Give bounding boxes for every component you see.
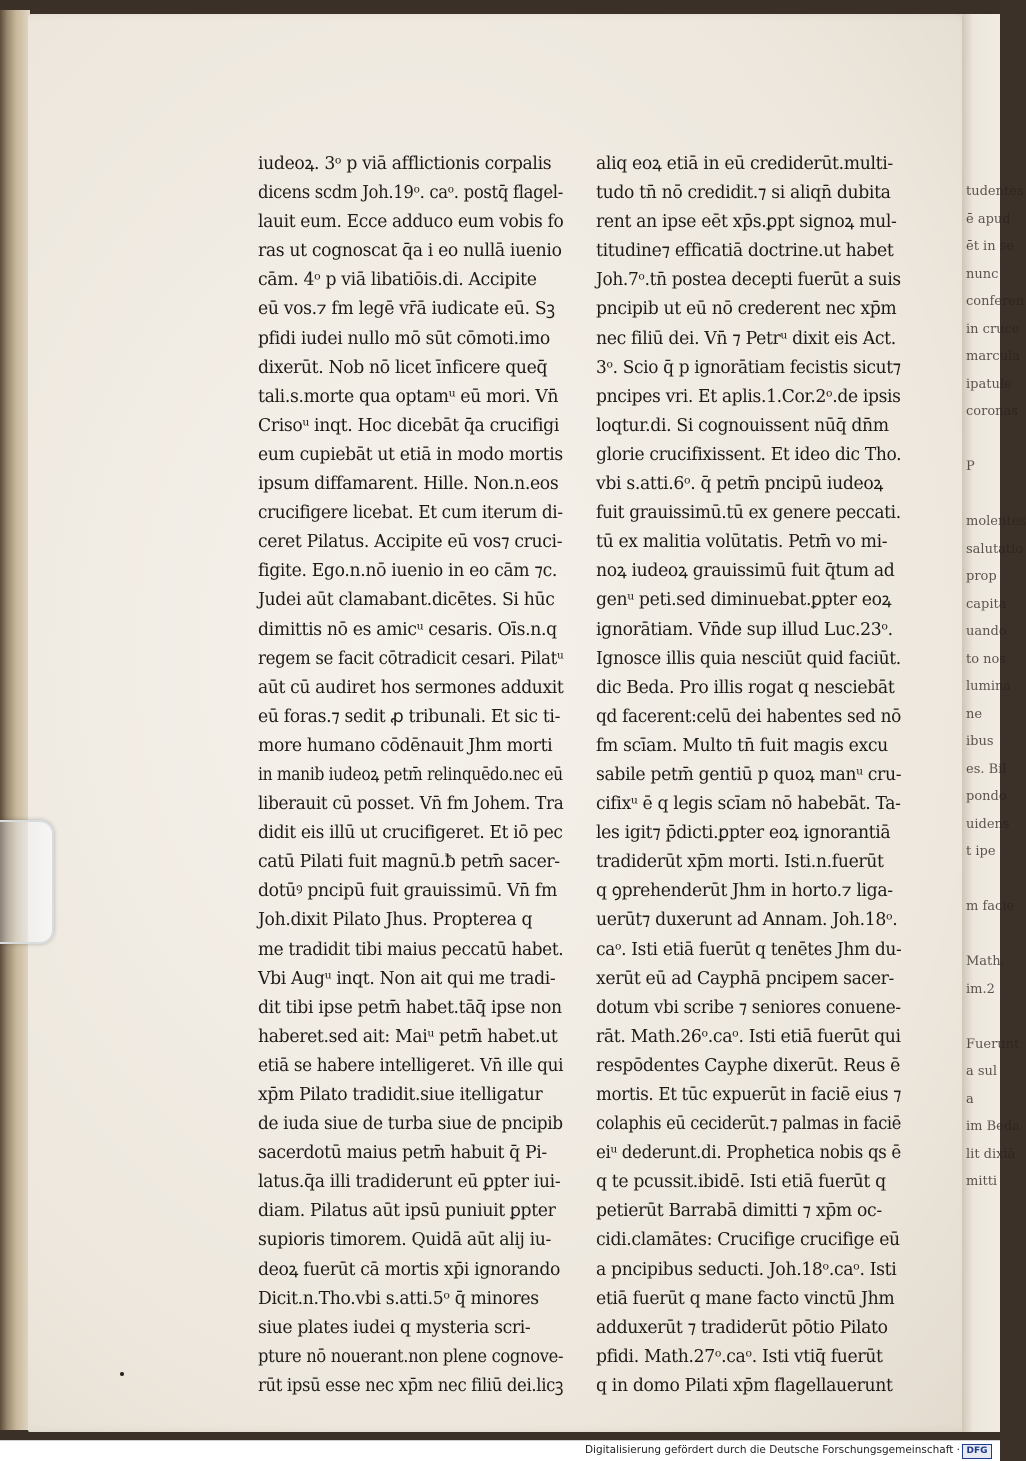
text-line: tradiderūt xp̄m morti. Isti.n.fuerūt: [596, 852, 884, 873]
text-line: mortis. Et tūc expuerūt in faciē eius ⁊: [596, 1085, 902, 1105]
next-page-fragment: es. Bil: [966, 761, 1007, 777]
text-line: dic Beda. Pro illis rogat q nesciebāt: [596, 677, 895, 698]
text-line: dotūꝰ pncipū fuit grauissimū. Vn̄ fm: [258, 881, 557, 902]
next-page-fragment: ibus: [966, 734, 994, 749]
text-line: xp̄m Pilato tradidit.siue itelligatur: [258, 1085, 543, 1105]
text-line: dicens scdm Joh.19ᵒ. caᵒ. postq̄ flagel-: [258, 183, 563, 204]
text-line: fm scīam. Multo tn̄ fuit magis excu: [596, 735, 888, 756]
text-line: Dicit.n.Tho.vbi s.atti.5ᵒ q̄ minores: [258, 1288, 539, 1309]
text-line: dimittis nō es amicᵘ cesaris. Oīs.n.q: [258, 619, 557, 640]
text-line: supioris timorem. Quidā aūt alij iu-: [258, 1230, 552, 1251]
text-line: crucifigere licebat. Et cum iterum di-: [258, 503, 563, 524]
next-page-fragment: molentes: [966, 514, 1026, 529]
text-line: cām. 4ᵒ p viā libatiōis.di. Accipite: [258, 270, 537, 291]
text-line: dit tibi ipse petm̄ habet.tāq̄ ipse non: [258, 997, 562, 1018]
next-page-fragment: prop: [966, 569, 997, 584]
text-line: pture nō nouerant.non plene cognove-: [258, 1346, 564, 1367]
text-line: dotum vbi scribe ⁊ seniores conuene-: [596, 997, 901, 1018]
text-line: eū foras.⁊ sedit ꝓ tribunali. Et sic ti-: [258, 706, 561, 727]
text-line: deoꝝ fuerūt cā mortis xp̄i ignorando: [258, 1259, 561, 1280]
text-line: petierūt Barrabā dimitti ⁊ xp̄m oc-: [596, 1201, 882, 1222]
next-page-fragment: salutatio: [966, 541, 1024, 557]
text-line: latus.q̄a illi tradiderunt eū ꝑpter iui-: [258, 1172, 561, 1193]
next-page-fragment: uidens: [966, 816, 1010, 832]
text-line: uerūt⁊ duxerunt ad Annam. Joh.18ᵒ.: [596, 910, 898, 931]
next-page-fragment: conferen: [966, 294, 1025, 309]
next-page-fragment: ē apud: [966, 211, 1011, 227]
text-line: Judei aūt clamabant.dicētes. Si hūc: [258, 590, 555, 611]
text-line: noꝝ iudeoꝝ grauissimū fuit q̄tum ad: [596, 561, 895, 582]
text-line: qd facerent:celū dei habentes sed nō: [596, 706, 902, 727]
text-line: q in domo Pilati xp̄m flagellauerunt: [596, 1375, 893, 1396]
text-line: ignorātiam. Vn̄de sup illud Luc.23ᵒ.: [596, 619, 893, 640]
text-line: aliq eoꝝ etiā in eū crediderūt.multi-: [596, 154, 893, 174]
next-page-fragment: im Beda: [966, 1119, 1020, 1134]
footer-bar: [0, 1440, 1000, 1461]
text-line: titudine⁊ efficatiā doctrine.ut habet: [596, 241, 894, 262]
next-page-fragment: tudentes: [966, 184, 1024, 199]
text-line: adduxerūt ⁊ tradiderūt pōtio Pilato: [596, 1317, 888, 1338]
next-page-fragment: im.2: [966, 981, 995, 997]
text-line: figite. Ego.n.nō iuenio in eo cām ⁊c.: [258, 561, 558, 582]
next-page-fragment: lumina: [966, 679, 1012, 694]
text-line: pncipes vri. Et aplis.1.Cor.2ᵒ.de ipsis: [596, 386, 901, 407]
text-line: eū vos.⁊ fm legē vr̄ā iudicate eū. Sꝫ: [258, 299, 555, 320]
next-page-fragment: lit dixiā: [966, 1146, 1016, 1162]
text-line: in manib iudeoꝝ petm̄ relinquēdo.nec eū: [258, 764, 563, 785]
text-line: ipsum diffamarent. Hille. Non.n.eos: [258, 474, 559, 495]
text-line: genᵘ peti.sed diminuebat.ꝑpter eoꝝ: [596, 590, 892, 611]
next-page-fragment: nunc: [966, 266, 999, 282]
text-line: les igit⁊ p̄dicti.ꝑpter eoꝝ ignorantiā: [596, 823, 891, 844]
next-page-fragment: P: [966, 459, 975, 474]
text-line: aūt cū audiret hos sermones adduxit: [258, 677, 564, 698]
text-line: Joh.dixit Pilato Jhus. Propterea q: [258, 910, 533, 931]
next-page-fragment: coronas: [966, 404, 1018, 419]
text-line: pfidi. Math.27ᵒ.caᵒ. Isti vtiq̄ fuerūt: [596, 1346, 883, 1367]
text-line: more humano cōdēnauit Jhm morti: [258, 735, 553, 756]
text-line: eum cupiebāt ut etiā in modo mortis: [258, 444, 563, 465]
next-page-fragment: in cruce: [966, 321, 1020, 337]
text-column-left: [258, 150, 568, 1401]
text-line: Joh.7ᵒ.tn̄ postea decepti fuerūt a suis: [596, 270, 901, 291]
text-line: sabile petm̄ gentiū p quoꝝ manᵘ cru-: [596, 764, 902, 785]
next-page-fragment: marcula: [966, 349, 1020, 364]
text-line: lauit eum. Ecce adduco eum vobis fo: [258, 212, 564, 233]
text-line: vbi s.atti.6ᵒ. q̄ petm̄ pncipū iudeoꝝ: [596, 474, 883, 495]
adjacent-page-edge: [962, 14, 1026, 1432]
text-line: rūt ipsū esse nec xp̄m nec filiū dei.licꝫ: [258, 1375, 564, 1396]
text-line: ceret Pilatus. Accipite eū vos⁊ cruci-: [258, 532, 563, 553]
text-line: tū ex malitia volūtatis. Petm̄ vo mi-: [596, 532, 888, 553]
text-line: glorie crucifixissent. Et ideo dic Tho.: [596, 444, 902, 465]
text-line: q te pcussit.ibidē. Isti etiā fuerūt q: [596, 1172, 886, 1193]
next-page-fragment: Math.: [966, 954, 1005, 969]
next-page-fragment: ne: [966, 706, 983, 722]
next-page-fragment: capita: [966, 596, 1007, 612]
funding-credit: Digitalisierung gefördert durch die Deutsche Forschungsgemeinschaft ·: [584, 1444, 960, 1456]
text-line: cidi.clamātes: Crucifige crucifige eū: [596, 1230, 900, 1251]
text-line: didit eis illū ut crucifigeret. Et iō pec: [258, 823, 563, 844]
text-line: colaphis eū ceciderūt.⁊ palmas in faciē: [596, 1114, 902, 1135]
next-page-fragment: uando: [966, 624, 1007, 639]
text-line: siue plates iudei q mysteria scri-: [258, 1317, 531, 1338]
text-line: 3ᵒ. Scio q̄ p ignorātiam fecistis sicut⁊: [596, 357, 901, 378]
page-clip: [0, 820, 54, 944]
dfg-logo: DFG: [962, 1444, 992, 1459]
text-line: nec filiū dei. Vn̄ ⁊ Petrᵘ dixit eis Act.: [596, 328, 896, 349]
text-line: sacerdotū maius petm̄ habuit q̄ Pi-: [258, 1143, 547, 1164]
text-line: ras ut cognoscat q̄a i eo nullā iuenio: [258, 241, 562, 262]
text-line: catū Pilati fuit magnū.ƀ petm̄ sacer-: [258, 852, 560, 873]
text-line: caᵒ. Isti etiā fuerūt q tenētes Jhm du-: [596, 939, 902, 960]
text-line: loqtur.di. Si cognouissent nūq̄ dn̄m: [596, 415, 889, 436]
next-page-fragment: a: [966, 1091, 974, 1107]
next-page-fragment: a sul: [966, 1064, 998, 1079]
text-line: me tradidit tibi maius peccatū habet.: [258, 939, 564, 960]
text-line: haberet.sed ait: Maiᵘ petm̄ habet.ut: [258, 1026, 558, 1047]
text-line: respōdentes Cayphe dixerūt. Reus ē: [596, 1055, 900, 1076]
text-line: pncipib ut eū nō crederent nec xp̄m: [596, 299, 897, 320]
next-page-fragment: to nos: [966, 651, 1007, 667]
text-line: etiā fuerūt q mane facto vinctū Jhm: [596, 1288, 895, 1309]
text-column-right: [596, 150, 906, 1401]
text-line: cifixᵘ ē q legis scīam nō habebāt. Ta-: [596, 794, 901, 815]
text-line: liberauit cū posset. Vn̄ fm Johem. Tra: [258, 794, 564, 815]
next-page-fragment: t ipe: [966, 844, 996, 859]
next-page-fragment: mitti: [966, 1174, 998, 1189]
text-line: etiā se habere intelligeret. Vn̄ ille qui: [258, 1055, 564, 1076]
next-page-fragment: pondo: [966, 789, 1007, 804]
text-line: fuit grauissimū.tū ex genere peccati.: [596, 503, 901, 524]
text-line: eiᵘ dederunt.di. Prophetica nobis qs ē: [596, 1143, 901, 1164]
ink-speck: [120, 1372, 124, 1376]
text-line: pfidi iudei nullo mō sūt cōmoti.imo: [258, 328, 550, 349]
book-fore-edge: [0, 10, 30, 1430]
text-line: Ignosce illis quia nesciūt quid faciūt.: [596, 648, 901, 669]
next-page-fragment: m facie: [966, 899, 1015, 914]
text-line: q ꝯprehenderūt Jhm in horto.⁊ liga-: [596, 881, 893, 902]
text-line: iudeoꝝ. 3ᵒ p viā afflictionis corpalis: [258, 154, 552, 174]
text-line: xerūt eū ad Cayphā pncipem sacer-: [596, 968, 895, 989]
text-line: tudo tn̄ nō credidit.⁊ si aliqn̄ dubita: [596, 183, 891, 204]
text-line: Vbi Augᵘ inqt. Non ait qui me tradi-: [258, 968, 556, 989]
next-page-fragment: ēt in se: [966, 239, 1015, 254]
text-line: dixerūt. Nob nō licet īnficere queq̄: [258, 357, 548, 378]
text-line: diam. Pilatus aūt ipsū puniuit ꝑpter: [258, 1201, 556, 1222]
text-line: de iuda siue de turba siue de pncipib: [258, 1114, 563, 1135]
text-line: a pncipibus seducti. Joh.18ᵒ.caᵒ. Isti: [596, 1259, 897, 1280]
text-line: regem se facit cōtradicit cesari. Pilatᵘ: [258, 648, 564, 669]
next-page-fragment: Fuerunt: [966, 1036, 1020, 1052]
text-line: tali.s.morte qua optamᵘ eū mori. Vn̄: [258, 386, 559, 407]
text-line: rāt. Math.26ᵒ.caᵒ. Isti etiā fuerūt qui: [596, 1026, 901, 1047]
text-line: rent an ipse eēt xp̄s.ꝑpt signoꝝ mul-: [596, 212, 897, 233]
text-line: Crisoᵘ inqt. Hoc dicebāt q̄a crucifigi: [258, 415, 560, 436]
next-page-fragment: ipatule: [966, 376, 1012, 392]
